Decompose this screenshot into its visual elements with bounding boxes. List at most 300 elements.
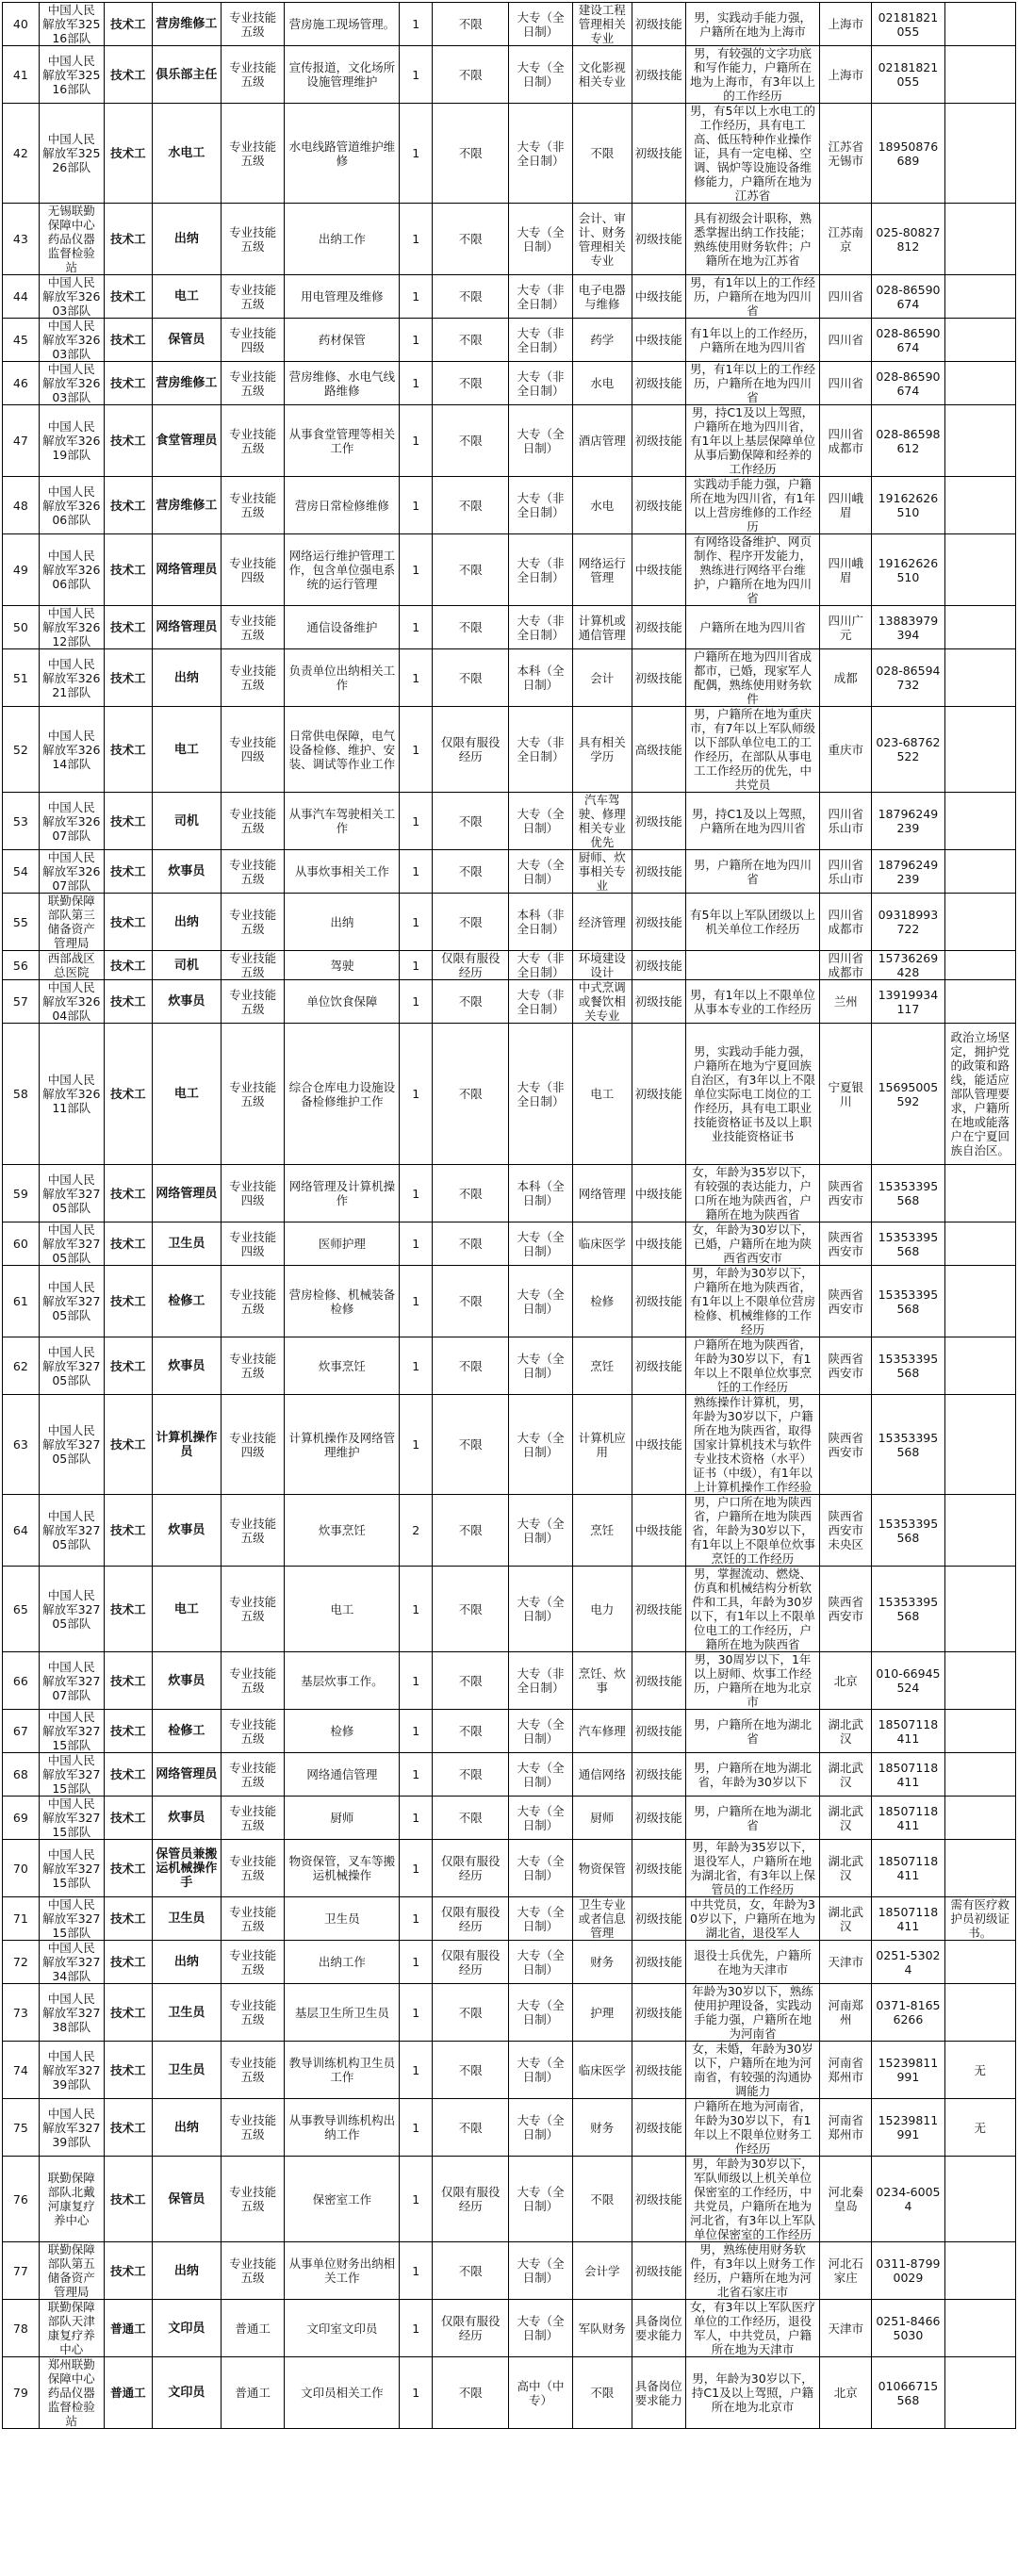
duty-description-cell: 负责单位出纳相关工作 bbox=[285, 649, 400, 707]
contact-phone-cell: 18796249239 bbox=[872, 850, 944, 894]
table-row bbox=[3, 2357, 1016, 2429]
position-name-cell: 出纳 bbox=[152, 1941, 221, 1984]
education-cell: 大专（全日制） bbox=[509, 204, 572, 275]
hire-count-cell: 1 bbox=[400, 2099, 433, 2157]
education-cell: 大专（全日制） bbox=[509, 1797, 572, 1840]
duty-description-cell: 驾驶 bbox=[285, 951, 400, 980]
job-type-cell: 技术工 bbox=[104, 362, 152, 405]
skill-requirement-cell: 初级技能 bbox=[632, 850, 685, 894]
hire-count-cell: 1 bbox=[400, 1652, 433, 1710]
seq-number-cell: 46 bbox=[3, 362, 40, 405]
education-cell: 大专（全日制） bbox=[509, 1710, 572, 1753]
education-cell: 大专（全日制） bbox=[509, 1222, 572, 1266]
contact-phone-cell: 0251-53024 bbox=[872, 1941, 944, 1984]
unit-name-cell: 中国人民解放军32614部队 bbox=[39, 707, 104, 793]
remarks-cell bbox=[944, 3, 1015, 46]
job-type-cell: 技术工 bbox=[104, 2242, 152, 2300]
duty-description-cell: 出纳工作 bbox=[285, 1941, 400, 1984]
other-requirements-cell: 户籍所在地为陕西省，年龄为30岁以下，有1年以上不限单位炊事烹饪的工作经历 bbox=[685, 1337, 820, 1395]
skill-requirement-cell: 中级技能 bbox=[632, 1222, 685, 1266]
major-cell: 军队财务 bbox=[572, 2300, 632, 2357]
table-row bbox=[3, 1897, 1016, 1941]
other-requirements-cell: 退役士兵优先，户籍所在地为天津市 bbox=[685, 1941, 820, 1984]
job-type-cell: 技术工 bbox=[104, 1266, 152, 1337]
contact-phone-cell: 15353395568 bbox=[872, 1567, 944, 1652]
duty-description-cell: 从事炊事相关工作 bbox=[285, 850, 400, 894]
other-requirements-cell: 男，掌握流动、燃烧、仿真和机械结构分析软件和工具，年龄为30岁以下，有1年以上不限单位电工的工作经历，户籍所在地为陕西省 bbox=[685, 1567, 820, 1652]
remarks-cell bbox=[944, 2300, 1015, 2357]
duty-description-cell: 营房施工现场管理。 bbox=[285, 3, 400, 46]
service-requirement-cell: 仅限有服役经历 bbox=[433, 1840, 509, 1897]
position-name-cell: 营房维修工 bbox=[152, 362, 221, 405]
contact-phone-cell: 18796249239 bbox=[872, 793, 944, 850]
work-location-cell: 湖北武汉 bbox=[820, 1710, 872, 1753]
unit-name-cell: 中国人民解放军32715部队 bbox=[39, 1710, 104, 1753]
major-cell: 护理 bbox=[572, 1984, 632, 2042]
major-cell: 不限 bbox=[572, 104, 632, 204]
other-requirements-cell: 男，实践动手能力强，户籍所在地为宁夏回族自治区，有3年以上不限单位实际电工岗位的工作经历，具有电工职业技能资格证书及以上职业技能资格证书 bbox=[685, 1024, 820, 1165]
service-requirement-cell: 仅限有服役经历 bbox=[433, 707, 509, 793]
contact-phone-cell: 15353395568 bbox=[872, 1495, 944, 1567]
seq-number-cell: 55 bbox=[3, 894, 40, 951]
skill-requirement-cell: 初级技能 bbox=[632, 1984, 685, 2042]
seq-number-cell: 71 bbox=[3, 1897, 40, 1941]
job-type-cell: 技术工 bbox=[104, 319, 152, 362]
table-row bbox=[3, 850, 1016, 894]
service-requirement-cell: 不限 bbox=[433, 1395, 509, 1495]
position-name-cell: 计算机操作员 bbox=[152, 1395, 221, 1495]
work-location-cell: 湖北武汉 bbox=[820, 1840, 872, 1897]
skill-requirement-cell: 具备岗位要求能力 bbox=[632, 2357, 685, 2429]
contact-phone-cell: 0251-84665030 bbox=[872, 2300, 944, 2357]
education-cell: 大专（全日制） bbox=[509, 2157, 572, 2242]
duty-description-cell: 日常供电保障，电气设备检修、维护、安装、调试等作业工作 bbox=[285, 707, 400, 793]
job-type-cell: 技术工 bbox=[104, 1897, 152, 1941]
remarks-cell: 无 bbox=[944, 2099, 1015, 2157]
education-cell: 高中（中专） bbox=[509, 2357, 572, 2429]
education-cell: 本科（非全日制） bbox=[509, 894, 572, 951]
unit-name-cell: 中国人民解放军32705部队 bbox=[39, 1165, 104, 1222]
other-requirements-cell: 男，年龄为35岁以下，退役军人，户籍所在地为湖北省，有3年以上保管员的工作经历 bbox=[685, 1840, 820, 1897]
unit-name-cell: 中国人民解放军32707部队 bbox=[39, 1652, 104, 1710]
contact-phone-cell: 09318993722 bbox=[872, 894, 944, 951]
contact-phone-cell: 15353395568 bbox=[872, 1165, 944, 1222]
remarks-cell bbox=[944, 1395, 1015, 1495]
job-type-cell: 技术工 bbox=[104, 534, 152, 606]
table-row bbox=[3, 2099, 1016, 2157]
contact-phone-cell: 18507118411 bbox=[872, 1897, 944, 1941]
seq-number-cell: 67 bbox=[3, 1710, 40, 1753]
major-cell: 物资保管 bbox=[572, 1840, 632, 1897]
major-cell: 具有相关学历 bbox=[572, 707, 632, 793]
skill-requirement-cell: 初级技能 bbox=[632, 1897, 685, 1941]
job-type-cell: 技术工 bbox=[104, 275, 152, 319]
education-cell: 大专（全日制） bbox=[509, 1941, 572, 1984]
skill-requirement-cell: 初级技能 bbox=[632, 2157, 685, 2242]
seq-number-cell: 56 bbox=[3, 951, 40, 980]
contact-phone-cell: 15695005592 bbox=[872, 1024, 944, 1165]
contact-phone-cell: 01066715568 bbox=[872, 2357, 944, 2429]
position-name-cell: 炊事员 bbox=[152, 1652, 221, 1710]
education-cell: 本科（全日制） bbox=[509, 649, 572, 707]
hire-count-cell: 1 bbox=[400, 1024, 433, 1165]
remarks-cell bbox=[944, 405, 1015, 477]
position-name-cell: 保管员 bbox=[152, 319, 221, 362]
hire-count-cell: 1 bbox=[400, 1941, 433, 1984]
remarks-cell: 无 bbox=[944, 2042, 1015, 2099]
hire-count-cell: 1 bbox=[400, 204, 433, 275]
hire-count-cell: 1 bbox=[400, 534, 433, 606]
skill-level-cell: 专业技能五级 bbox=[222, 1941, 285, 1984]
table-body bbox=[3, 3, 1016, 2429]
major-cell: 烹饪 bbox=[572, 1337, 632, 1395]
education-cell: 大专（全日制） bbox=[509, 793, 572, 850]
table-row bbox=[3, 104, 1016, 204]
contact-phone-cell: 19162626510 bbox=[872, 477, 944, 534]
duty-description-cell: 计算机操作及网络管理维护 bbox=[285, 1395, 400, 1495]
contact-phone-cell: 028-86594732 bbox=[872, 649, 944, 707]
seq-number-cell: 66 bbox=[3, 1652, 40, 1710]
service-requirement-cell: 不限 bbox=[433, 1165, 509, 1222]
other-requirements-cell: 户籍所在地为四川省 bbox=[685, 606, 820, 649]
major-cell: 临床医学 bbox=[572, 2042, 632, 2099]
skill-requirement-cell: 中级技能 bbox=[632, 275, 685, 319]
skill-requirement-cell: 初级技能 bbox=[632, 793, 685, 850]
hire-count-cell: 1 bbox=[400, 405, 433, 477]
other-requirements-cell: 中共党员，女，年龄为30岁以下，户籍所在地为湖北省，退役军人 bbox=[685, 1897, 820, 1941]
table-row bbox=[3, 606, 1016, 649]
education-cell: 大专（全日制） bbox=[509, 1567, 572, 1652]
duty-description-cell: 文印室文印员 bbox=[285, 2300, 400, 2357]
major-cell: 厨师 bbox=[572, 1797, 632, 1840]
skill-level-cell: 专业技能五级 bbox=[222, 3, 285, 46]
table-row bbox=[3, 1710, 1016, 1753]
table-row bbox=[3, 362, 1016, 405]
contact-phone-cell: 18507118411 bbox=[872, 1797, 944, 1840]
table-row bbox=[3, 405, 1016, 477]
position-name-cell: 文印员 bbox=[152, 2300, 221, 2357]
unit-name-cell: 中国人民解放军32603部队 bbox=[39, 362, 104, 405]
seq-number-cell: 57 bbox=[3, 980, 40, 1024]
duty-description-cell: 营房检修、机械装备检修 bbox=[285, 1266, 400, 1337]
service-requirement-cell: 不限 bbox=[433, 275, 509, 319]
skill-requirement-cell: 初级技能 bbox=[632, 951, 685, 980]
hire-count-cell: 1 bbox=[400, 980, 433, 1024]
other-requirements-cell: 有5年以上军队团级以上机关单位工作经历 bbox=[685, 894, 820, 951]
work-location-cell: 北京 bbox=[820, 2357, 872, 2429]
skill-level-cell: 专业技能五级 bbox=[222, 2157, 285, 2242]
duty-description-cell: 网络通信管理 bbox=[285, 1753, 400, 1797]
service-requirement-cell: 不限 bbox=[433, 46, 509, 104]
job-type-cell: 技术工 bbox=[104, 1753, 152, 1797]
work-location-cell: 四川省成都市 bbox=[820, 951, 872, 980]
skill-requirement-cell: 初级技能 bbox=[632, 1024, 685, 1165]
skill-requirement-cell: 初级技能 bbox=[632, 2042, 685, 2099]
job-type-cell: 技术工 bbox=[104, 46, 152, 104]
skill-requirement-cell: 初级技能 bbox=[632, 1266, 685, 1337]
unit-name-cell: 中国人民解放军32738部队 bbox=[39, 1984, 104, 2042]
major-cell: 环境建设设计 bbox=[572, 951, 632, 980]
major-cell: 烹饪、炊事 bbox=[572, 1652, 632, 1710]
skill-level-cell: 专业技能五级 bbox=[222, 362, 285, 405]
skill-requirement-cell: 初级技能 bbox=[632, 1652, 685, 1710]
skill-requirement-cell: 初级技能 bbox=[632, 1797, 685, 1840]
education-cell: 大专（全日制） bbox=[509, 1337, 572, 1395]
job-type-cell: 技术工 bbox=[104, 1652, 152, 1710]
skill-level-cell: 专业技能五级 bbox=[222, 2242, 285, 2300]
work-location-cell: 兰州 bbox=[820, 980, 872, 1024]
table-row bbox=[3, 2042, 1016, 2099]
table-row bbox=[3, 1840, 1016, 1897]
table-row bbox=[3, 1941, 1016, 1984]
duty-description-cell: 营房维修、水电气线路维修 bbox=[285, 362, 400, 405]
skill-requirement-cell: 中级技能 bbox=[632, 1395, 685, 1495]
work-location-cell: 湖北武汉 bbox=[820, 1753, 872, 1797]
duty-description-cell: 电工 bbox=[285, 1567, 400, 1652]
position-name-cell: 保管员 bbox=[152, 2157, 221, 2242]
contact-phone-cell: 0311-87990029 bbox=[872, 2242, 944, 2300]
contact-phone-cell: 028-86590674 bbox=[872, 319, 944, 362]
skill-level-cell: 专业技能五级 bbox=[222, 1897, 285, 1941]
unit-name-cell: 中国人民解放军32715部队 bbox=[39, 1753, 104, 1797]
table-row bbox=[3, 980, 1016, 1024]
duty-description-cell: 从事单位财务出纳相关工作 bbox=[285, 2242, 400, 2300]
work-location-cell: 陕西省西安市 bbox=[820, 1165, 872, 1222]
skill-requirement-cell: 初级技能 bbox=[632, 405, 685, 477]
service-requirement-cell: 不限 bbox=[433, 3, 509, 46]
work-location-cell: 陕西省西安市 bbox=[820, 1222, 872, 1266]
education-cell: 大专（全日制） bbox=[509, 850, 572, 894]
unit-name-cell: 中国人民解放军32516部队 bbox=[39, 46, 104, 104]
hire-count-cell: 1 bbox=[400, 362, 433, 405]
job-type-cell: 技术工 bbox=[104, 1797, 152, 1840]
skill-requirement-cell: 高级技能 bbox=[632, 707, 685, 793]
table-row bbox=[3, 793, 1016, 850]
duty-description-cell: 检修 bbox=[285, 1710, 400, 1753]
job-type-cell: 技术工 bbox=[104, 1395, 152, 1495]
unit-name-cell: 中国人民解放军32734部队 bbox=[39, 1941, 104, 1984]
position-name-cell: 卫生员 bbox=[152, 2042, 221, 2099]
other-requirements-cell: 男，年龄为30岁以下，户籍所在地为陕西省，有1年以上不限单位营房检修、机械维修的工作经历 bbox=[685, 1266, 820, 1337]
education-cell: 大专（全日制） bbox=[509, 46, 572, 104]
job-type-cell: 技术工 bbox=[104, 707, 152, 793]
service-requirement-cell: 不限 bbox=[433, 1495, 509, 1567]
position-name-cell: 炊事员 bbox=[152, 1495, 221, 1567]
unit-name-cell: 中国人民解放军32606部队 bbox=[39, 534, 104, 606]
service-requirement-cell: 仅限有服役经历 bbox=[433, 2157, 509, 2242]
service-requirement-cell: 不限 bbox=[433, 1567, 509, 1652]
remarks-cell bbox=[944, 2242, 1015, 2300]
other-requirements-cell: 男，有5年以上水电工的工作经历，具有电工高、低压特种作业操作证，具有一定电梯、空调、锅炉等设施设备维修能力，户籍所在地为江苏省 bbox=[685, 104, 820, 204]
table-row bbox=[3, 319, 1016, 362]
major-cell: 会计学 bbox=[572, 2242, 632, 2300]
unit-name-cell: 中国人民解放军32715部队 bbox=[39, 1797, 104, 1840]
position-name-cell: 出纳 bbox=[152, 2242, 221, 2300]
work-location-cell: 天津市 bbox=[820, 2300, 872, 2357]
other-requirements-cell bbox=[685, 951, 820, 980]
education-cell: 大专（全日制） bbox=[509, 2099, 572, 2157]
position-name-cell: 出纳 bbox=[152, 894, 221, 951]
education-cell: 大专（非全日制） bbox=[509, 1024, 572, 1165]
position-name-cell: 卫生员 bbox=[152, 1897, 221, 1941]
work-location-cell: 四川省 bbox=[820, 362, 872, 405]
service-requirement-cell: 不限 bbox=[433, 534, 509, 606]
seq-number-cell: 53 bbox=[3, 793, 40, 850]
work-location-cell: 四川省 bbox=[820, 319, 872, 362]
table-row bbox=[3, 477, 1016, 534]
hire-count-cell: 1 bbox=[400, 319, 433, 362]
unit-name-cell: 中国人民解放军32705部队 bbox=[39, 1495, 104, 1567]
table-row bbox=[3, 894, 1016, 951]
remarks-cell bbox=[944, 2157, 1015, 2242]
major-cell: 会计、审计、财务管理相关专业 bbox=[572, 204, 632, 275]
work-location-cell: 宁夏银川 bbox=[820, 1024, 872, 1165]
hire-count-cell: 1 bbox=[400, 707, 433, 793]
education-cell: 大专（非全日制） bbox=[509, 104, 572, 204]
job-type-cell: 技术工 bbox=[104, 980, 152, 1024]
hire-count-cell: 1 bbox=[400, 275, 433, 319]
other-requirements-cell: 男，年龄为30岁以下，军队师级以上机关单位保密室的工作经历，中共党员，户籍所在地为河北省，有3年以上军队单位保密室的工作经历 bbox=[685, 2157, 820, 2242]
major-cell: 电力 bbox=[572, 1567, 632, 1652]
seq-number-cell: 79 bbox=[3, 2357, 40, 2429]
service-requirement-cell: 不限 bbox=[433, 1337, 509, 1395]
service-requirement-cell: 不限 bbox=[433, 477, 509, 534]
job-type-cell: 技术工 bbox=[104, 1165, 152, 1222]
service-requirement-cell: 不限 bbox=[433, 1024, 509, 1165]
unit-name-cell: 中国人民解放军32705部队 bbox=[39, 1395, 104, 1495]
position-name-cell: 网络管理员 bbox=[152, 1165, 221, 1222]
table-row bbox=[3, 1165, 1016, 1222]
unit-name-cell: 中国人民解放军32619部队 bbox=[39, 405, 104, 477]
remarks-cell bbox=[944, 1266, 1015, 1337]
work-location-cell: 四川广元 bbox=[820, 606, 872, 649]
skill-level-cell: 专业技能五级 bbox=[222, 1495, 285, 1567]
table-row bbox=[3, 1567, 1016, 1652]
skill-level-cell: 专业技能五级 bbox=[222, 980, 285, 1024]
unit-name-cell: 中国人民解放军32739部队 bbox=[39, 2042, 104, 2099]
unit-name-cell: 中国人民解放军32603部队 bbox=[39, 319, 104, 362]
remarks-cell bbox=[944, 362, 1015, 405]
work-location-cell: 江苏南京 bbox=[820, 204, 872, 275]
work-location-cell: 上海市 bbox=[820, 3, 872, 46]
skill-level-cell: 专业技能五级 bbox=[222, 477, 285, 534]
other-requirements-cell: 男，30周岁以下，1年以上厨师、炊事工作经历，户籍所在地为北京市 bbox=[685, 1652, 820, 1710]
job-type-cell: 技术工 bbox=[104, 1024, 152, 1165]
skill-requirement-cell: 具备岗位要求能力 bbox=[632, 2300, 685, 2357]
duty-description-cell: 医师护理 bbox=[285, 1222, 400, 1266]
remarks-cell bbox=[944, 104, 1015, 204]
major-cell: 临床医学 bbox=[572, 1222, 632, 1266]
skill-level-cell: 专业技能五级 bbox=[222, 204, 285, 275]
position-name-cell: 网络管理员 bbox=[152, 534, 221, 606]
table-row bbox=[3, 2242, 1016, 2300]
major-cell: 不限 bbox=[572, 2357, 632, 2429]
remarks-cell bbox=[944, 1337, 1015, 1395]
table-row bbox=[3, 2300, 1016, 2357]
contact-phone-cell: 15353395568 bbox=[872, 1337, 944, 1395]
skill-level-cell: 专业技能四级 bbox=[222, 319, 285, 362]
hire-count-cell: 1 bbox=[400, 1897, 433, 1941]
duty-description-cell: 药材保管 bbox=[285, 319, 400, 362]
seq-number-cell: 68 bbox=[3, 1753, 40, 1797]
remarks-cell bbox=[944, 534, 1015, 606]
table-row bbox=[3, 1495, 1016, 1567]
skill-requirement-cell: 初级技能 bbox=[632, 1710, 685, 1753]
unit-name-cell: 联勤保障部队第五储备资产管理局 bbox=[39, 2242, 104, 2300]
unit-name-cell: 中国人民解放军32606部队 bbox=[39, 477, 104, 534]
major-cell: 建设工程管理相关专业 bbox=[572, 3, 632, 46]
unit-name-cell: 郑州联勤保障中心药品仪器监督检验站 bbox=[39, 2357, 104, 2429]
duty-description-cell: 文印员相关工作 bbox=[285, 2357, 400, 2429]
education-cell: 大专（非全日制） bbox=[509, 951, 572, 980]
remarks-cell bbox=[944, 1567, 1015, 1652]
skill-level-cell: 专业技能五级 bbox=[222, 2099, 285, 2157]
job-type-cell: 技术工 bbox=[104, 793, 152, 850]
work-location-cell: 江苏省无锡市 bbox=[820, 104, 872, 204]
remarks-cell bbox=[944, 1710, 1015, 1753]
education-cell: 大专（全日制） bbox=[509, 1984, 572, 2042]
remarks-cell bbox=[944, 980, 1015, 1024]
seq-number-cell: 69 bbox=[3, 1797, 40, 1840]
job-type-cell: 技术工 bbox=[104, 951, 152, 980]
major-cell: 文化影视相关专业 bbox=[572, 46, 632, 104]
skill-requirement-cell: 初级技能 bbox=[632, 894, 685, 951]
contact-phone-cell: 18507118411 bbox=[872, 1840, 944, 1897]
remarks-cell bbox=[944, 1984, 1015, 2042]
work-location-cell: 湖北武汉 bbox=[820, 1897, 872, 1941]
service-requirement-cell: 不限 bbox=[433, 405, 509, 477]
other-requirements-cell: 男，户口所在地为陕西省，户籍所在地为陕西省，年龄为30岁以下，有1年以上不限单位炊事烹饪的工作经历 bbox=[685, 1495, 820, 1567]
seq-number-cell: 78 bbox=[3, 2300, 40, 2357]
other-requirements-cell: 女，年龄为35岁以下，有较强的表达能力，户口所在地为陕西省，户籍所在地为陕西省 bbox=[685, 1165, 820, 1222]
remarks-cell bbox=[944, 850, 1015, 894]
unit-name-cell: 中国人民解放军32739部队 bbox=[39, 2099, 104, 2157]
contact-phone-cell: 19162626510 bbox=[872, 534, 944, 606]
table-row bbox=[3, 707, 1016, 793]
table-row bbox=[3, 46, 1016, 104]
seq-number-cell: 77 bbox=[3, 2242, 40, 2300]
skill-level-cell: 专业技能五级 bbox=[222, 2042, 285, 2099]
skill-requirement-cell: 中级技能 bbox=[632, 534, 685, 606]
service-requirement-cell: 不限 bbox=[433, 1797, 509, 1840]
seq-number-cell: 40 bbox=[3, 3, 40, 46]
skill-requirement-cell: 初级技能 bbox=[632, 2099, 685, 2157]
service-requirement-cell: 不限 bbox=[433, 104, 509, 204]
table-row bbox=[3, 951, 1016, 980]
job-type-cell: 技术工 bbox=[104, 477, 152, 534]
service-requirement-cell: 仅限有服役经历 bbox=[433, 2300, 509, 2357]
remarks-cell bbox=[944, 1652, 1015, 1710]
education-cell: 大专（全日制） bbox=[509, 1840, 572, 1897]
position-name-cell: 炊事员 bbox=[152, 1337, 221, 1395]
contact-phone-cell: 18507118411 bbox=[872, 1753, 944, 1797]
work-location-cell: 成都 bbox=[820, 649, 872, 707]
service-requirement-cell: 不限 bbox=[433, 649, 509, 707]
unit-name-cell: 中国人民解放军32607部队 bbox=[39, 850, 104, 894]
unit-name-cell: 西部战区总医院 bbox=[39, 951, 104, 980]
remarks-cell bbox=[944, 1797, 1015, 1840]
major-cell: 酒店管理 bbox=[572, 405, 632, 477]
unit-name-cell: 中国人民解放军32705部队 bbox=[39, 1266, 104, 1337]
skill-level-cell: 专业技能四级 bbox=[222, 1165, 285, 1222]
contact-phone-cell: 0371-81656266 bbox=[872, 1984, 944, 2042]
unit-name-cell: 中国人民解放军32603部队 bbox=[39, 275, 104, 319]
hire-count-cell: 1 bbox=[400, 2042, 433, 2099]
remarks-cell bbox=[944, 477, 1015, 534]
work-location-cell: 陕西省西安市 bbox=[820, 1337, 872, 1395]
other-requirements-cell: 男，有1年以上的工作经历，户籍所在地为四川省 bbox=[685, 362, 820, 405]
education-cell: 大专（全日制） bbox=[509, 1753, 572, 1797]
